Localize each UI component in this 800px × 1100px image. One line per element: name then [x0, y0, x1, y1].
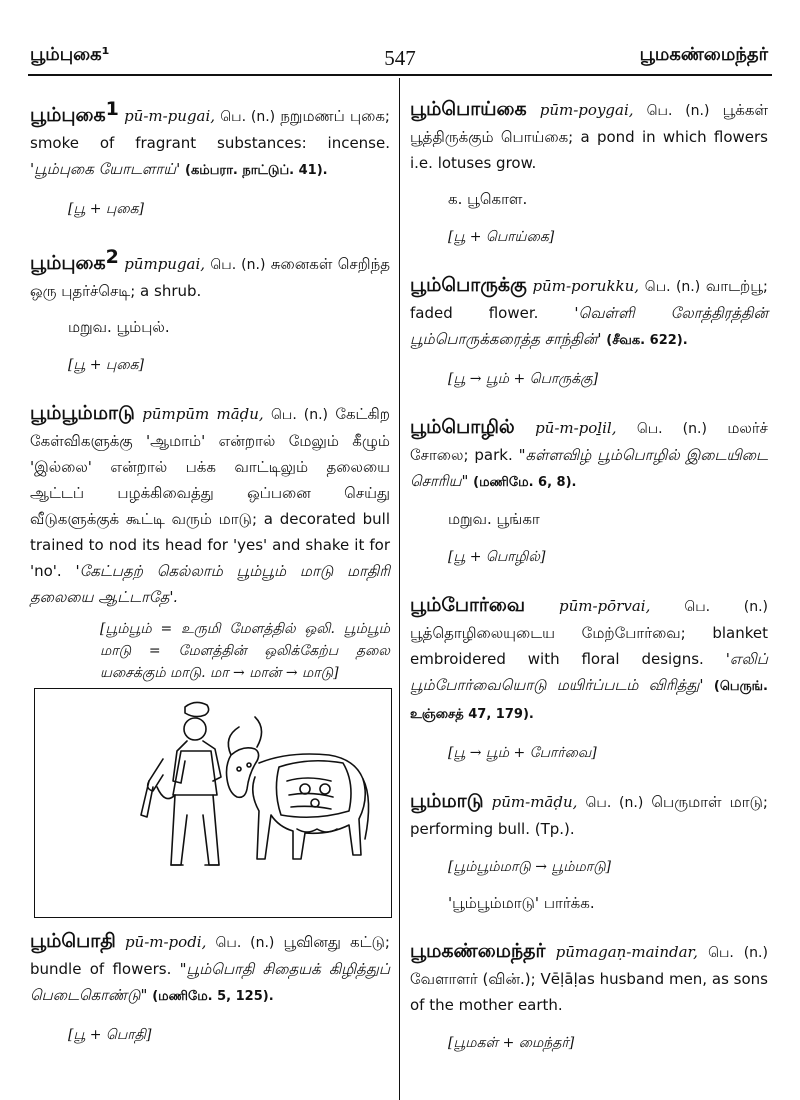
headword: பூம்போர்வை	[410, 594, 526, 616]
definition: வேளாளர் (வின்.); Vēḷāḷas husband men, as sons of the mother earth.	[410, 970, 768, 1014]
running-head-left: பூம்புகை¹	[30, 44, 110, 65]
dictionary-entry	[30, 96, 390, 222]
transliteration: pūmagaṇ-maindar,	[555, 943, 698, 961]
etymology: [பூம்பூம் = உருமி மேளத்தில் ஒலி. பூம்பூம் மாடு = மேளத்தின் ஒலிக்கேற்ப தலை யசைக்கும் மாடு. மா → மான் → மாடு]	[100, 621, 390, 681]
transliteration: pūm-pōrvai,	[559, 597, 651, 615]
citation-quote: 'வெள்ளி லோத்திரத்தின் பூம்பொருக்கரைத்த சாந்தின்'	[410, 304, 768, 348]
citation-quote: 'எலிப் பூம்போர்வையொடு மயிர்ப்படம் விரித்து'	[410, 650, 768, 694]
transliteration: pū-m-pugai,	[124, 107, 216, 125]
page-number: 547	[384, 46, 416, 70]
grammar-label: பெ. (n.)	[585, 795, 644, 811]
dictionary-entry	[410, 592, 768, 766]
etymology: [பூ + புகை]	[68, 201, 145, 217]
headword: பூம்பொதி	[30, 930, 116, 952]
grammar-label: பெ. (n.)	[636, 421, 707, 437]
etymology: [பூ + பொய்கை]	[448, 229, 555, 245]
etymology: [பூ → பூம் + பொருக்கு]	[448, 371, 599, 387]
superscript: 2	[105, 246, 119, 268]
synonym-note: மறுவ. பூம்புல்.	[68, 318, 170, 336]
definition: பெருமாள் மாடு; performing bull. (Tp.).	[410, 793, 768, 838]
headword: பூமகண்மைந்தர்	[410, 940, 546, 962]
etymology: [பூம்பூம்மாடு → பூம்மாடு]	[448, 859, 612, 875]
grammar-label: பெ. (n.)	[271, 407, 328, 423]
citation-ref: (சீவக. 622).	[606, 333, 688, 348]
headword: பூம்புகை	[30, 252, 106, 274]
illustration-frame	[34, 688, 392, 918]
right-column	[410, 96, 768, 1056]
etymology: [பூ + பொழில்]	[448, 549, 546, 565]
headword: பூம்புகை	[30, 104, 106, 126]
grammar-label: பெ. (n.)	[646, 103, 710, 119]
grammar-label: பெ. (n.)	[210, 257, 266, 273]
citation-ref: (கம்பரா. நாட்டுப். 41).	[185, 163, 328, 178]
page-header	[0, 0, 800, 78]
superscript: 1	[105, 98, 119, 120]
dictionary-entry	[30, 244, 390, 378]
dictionary-entry	[30, 928, 390, 1048]
transliteration: pūm-porukku,	[532, 277, 640, 295]
citation-ref: (மணிமே. 5, 125).	[152, 989, 274, 1004]
grammar-label: பெ. (n.)	[220, 109, 276, 125]
definition: வாடற்பூ; faded flower.	[410, 277, 768, 322]
dictionary-entry	[410, 272, 768, 392]
headword: பூம்பொழில்	[410, 416, 515, 438]
synonym-note: மறுவ. பூங்கா	[448, 510, 540, 528]
citation-quote: "பூம்பொதி சிதையக் கிழித்துப் பெடைகொண்டு"	[30, 960, 390, 1004]
running-head-right: பூமகண்மைந்தர்	[639, 44, 768, 65]
left-column	[30, 96, 390, 684]
dictionary-entry	[30, 400, 390, 684]
definition: பூவினது கட்டு; bundle of flowers.	[30, 933, 390, 978]
dictionary-entry	[410, 938, 768, 1056]
headword: பூம்பொருக்கு	[410, 274, 527, 296]
dictionary-entry	[410, 414, 768, 570]
transliteration: pūmpugai,	[124, 255, 206, 273]
header-rule	[28, 74, 772, 76]
column-divider	[399, 78, 400, 1100]
definition: நறுமணப் புகை; smoke of fragrant substances: incense.	[30, 107, 390, 152]
transliteration: pūm-māḍu,	[491, 793, 578, 811]
left-column-lower	[30, 928, 390, 1048]
definition: பூத்தொழிலையுடைய மேற்போர்வை; blanket embroidered with floral designs.	[410, 624, 768, 668]
headword: பூம்பொய்கை	[410, 98, 527, 120]
definition: சுனைகள் செறிந்த ஒரு புதர்ச்செடி; a shrub.	[30, 255, 390, 300]
headword: பூம்பூம்மாடு	[30, 402, 135, 424]
etymology: [பூ + பொதி]	[68, 1027, 152, 1043]
transliteration: pū-m-podi,	[124, 933, 207, 951]
grammar-label: பெ. (n.)	[215, 935, 275, 951]
etymology: [பூ → பூம் + போர்வை]	[448, 745, 597, 761]
transliteration: pūmpūm māḍu,	[142, 405, 264, 423]
definition: பூக்கள் பூத்திருக்கும் பொய்கை; a pond in which flowers i.e. lotuses grow.	[410, 101, 768, 172]
citation-ref: (மணிமே. 6, 8).	[473, 475, 577, 490]
dictionary-entry	[410, 96, 768, 250]
bull-illustration	[35, 689, 391, 917]
citation-quote: 'கேட்பதற் கெல்லாம் பூம்பூம் மாடு மாதிரி தலையை ஆட்டாதே'.	[30, 562, 390, 606]
etymology: [பூ + புகை]	[68, 357, 145, 373]
headword: பூம்மாடு	[410, 790, 484, 812]
grammar-label: பெ. (n.)	[708, 945, 768, 961]
grammar-label: பெ. (n.)	[684, 599, 768, 615]
etymology: [பூமகள் + மைந்தர்]	[448, 1035, 575, 1051]
transliteration: pū-m-poḻil,	[535, 419, 617, 437]
dictionary-entry	[410, 788, 768, 916]
citation-quote: 'பூம்புகை யோடளாய்'	[30, 160, 181, 178]
grammar-label: பெ. (n.)	[644, 279, 701, 295]
citation-quote: "கள்ளவிழ் பூம்பொழில் இடையிடை சொரிய"	[410, 446, 768, 490]
definition: கேட்கிற கேள்விகளுக்கு 'ஆமாம்' என்றால் மேலும் கீழும் 'இல்லை' என்றால் பக்க வாட்டிலும் தலையை ஆட்டப் பழக்கிவைத்து ஒப்பனை செய்து வீடுகளுக்குக் கூட்டி வரும் மாடு; a decorated bull trained to nod its head for 'yes' and shake it for 'no'.	[30, 405, 390, 580]
transliteration: pūm-poygai,	[539, 101, 634, 119]
citation-ref: (பெருங். உஞ்சைத் 47, 179).	[410, 679, 768, 722]
cognate-note: க. பூகொள.	[448, 190, 528, 208]
see-also-note: 'பூம்பூம்மாடு' பார்க்க.	[448, 894, 595, 912]
definition: மலர்ச் சோலை; park.	[410, 419, 768, 464]
